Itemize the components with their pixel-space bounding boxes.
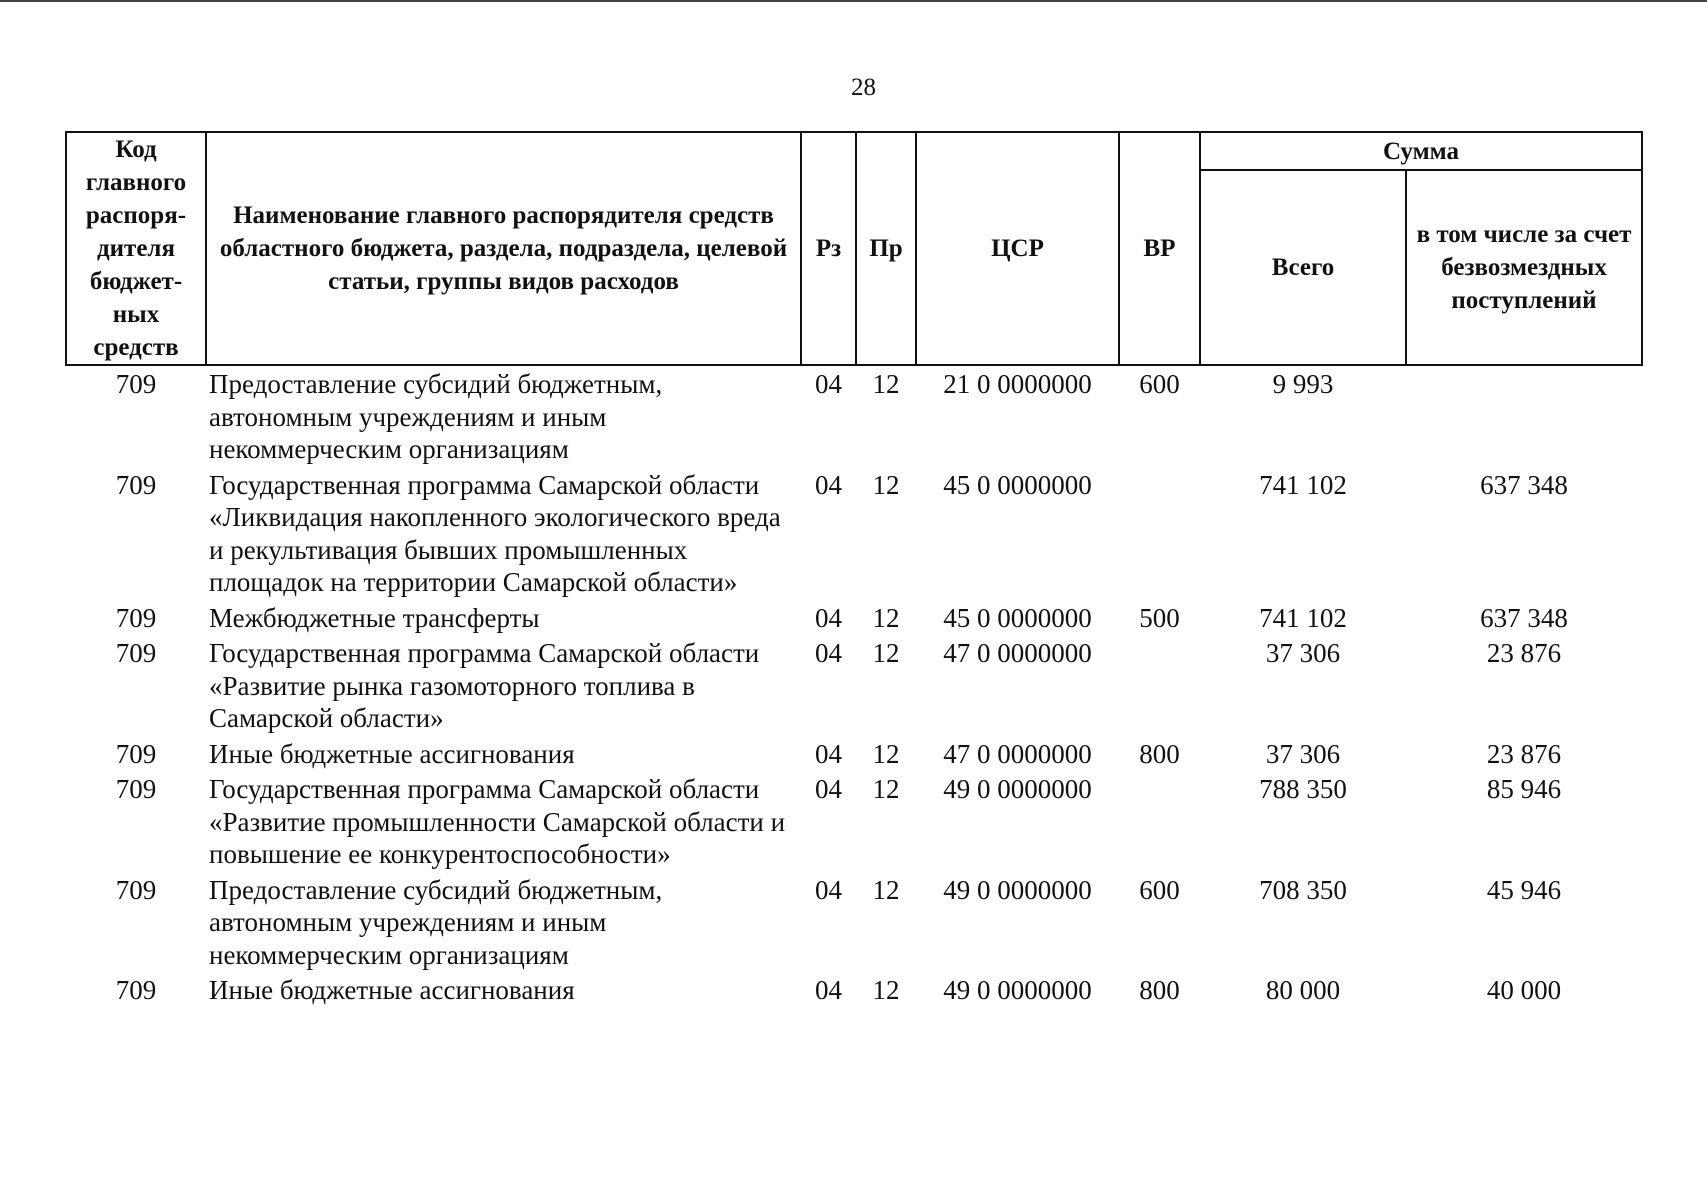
cell-total: 741 102	[1259, 602, 1347, 633]
cell-pr: 12	[872, 638, 900, 668]
table-row	[66, 972, 1642, 1008]
table-row	[66, 365, 1642, 467]
table-row	[66, 771, 1642, 872]
cell-code: 709	[115, 602, 157, 633]
cell-pr: 12	[872, 774, 900, 804]
table-row	[66, 467, 1642, 600]
cell-vr	[1119, 635, 1200, 736]
cell-csr: 49 0 0000000	[943, 975, 1092, 1005]
cell-free-receipts	[1406, 365, 1642, 467]
cell-name: Государственная программа Самарской области «Развитие промышленности Самарской области и повышение ее конкурентоспособности»	[209, 774, 786, 869]
cell-csr: 47 0 0000000	[943, 638, 1092, 668]
table-row	[66, 600, 1642, 636]
cell-free-receipts: 637 348	[1480, 469, 1568, 500]
header-total: Всего	[1200, 170, 1406, 365]
cell-free-receipts: 23 876	[1486, 738, 1562, 769]
header-vr: ВР	[1119, 132, 1200, 365]
cell-total: 788 350	[1259, 774, 1347, 804]
cell-name: Иные бюджетные ассигнования	[209, 738, 575, 769]
page-number: 28	[851, 74, 876, 101]
header-free-receipts: в том числе за счет безвозмездных поступлений	[1406, 170, 1642, 365]
header-name: Наименование главного распорядителя средств областного бюджета, раздела, подраздела, целевой статьи, группы видов расходов	[206, 132, 801, 365]
cell-csr: 45 0 0000000	[943, 602, 1092, 633]
cell-rz: 04	[815, 369, 842, 399]
header-pr: Пр	[856, 132, 916, 365]
cell-total: 80 000	[1265, 975, 1341, 1005]
cell-vr	[1119, 771, 1200, 872]
cell-free-receipts: 45 946	[1486, 874, 1562, 905]
cell-code: 709	[115, 469, 157, 500]
cell-name: Государственная программа Самарской области «Ликвидация накопленного экологического вреда и рекультивация бывших промышленных площадок на территории Самарской области»	[209, 469, 781, 597]
cell-pr: 12	[872, 602, 900, 633]
cell-csr: 21 0 0000000	[943, 369, 1092, 399]
header-csr: ЦСР	[916, 132, 1119, 365]
cell-pr: 12	[872, 369, 900, 399]
cell-rz: 04	[815, 602, 842, 633]
header-rz: Рз	[801, 132, 856, 365]
table-row	[66, 872, 1642, 973]
cell-total: 37 306	[1265, 638, 1341, 668]
cell-pr: 12	[872, 975, 900, 1005]
budget-table	[65, 131, 1643, 1008]
cell-vr	[1119, 467, 1200, 600]
cell-vr: 500	[1139, 602, 1180, 633]
top-rule	[0, 0, 1707, 2]
cell-csr: 49 0 0000000	[943, 874, 1092, 905]
cell-total: 741 102	[1259, 469, 1347, 500]
cell-rz: 04	[815, 469, 842, 500]
cell-vr: 800	[1139, 975, 1180, 1005]
cell-code: 709	[115, 774, 157, 804]
cell-csr: 49 0 0000000	[943, 774, 1092, 804]
cell-rz: 04	[815, 638, 842, 668]
cell-vr: 600	[1139, 369, 1180, 399]
cell-free-receipts: 637 348	[1480, 602, 1568, 633]
cell-code: 709	[115, 738, 157, 769]
cell-free-receipts: 23 876	[1486, 638, 1562, 668]
header-code: Код главного распоря-дителя бюджет-ных средств	[66, 132, 206, 365]
cell-name: Межбюджетные трансферты	[209, 602, 540, 633]
cell-pr: 12	[872, 874, 900, 905]
cell-vr: 800	[1139, 738, 1180, 769]
cell-rz: 04	[815, 874, 842, 905]
cell-name: Предоставление субсидий бюджетным, автономным учреждениям и иным некоммерческим организациям	[209, 874, 663, 970]
cell-csr: 45 0 0000000	[943, 469, 1092, 500]
cell-rz: 04	[815, 738, 842, 769]
cell-pr: 12	[872, 469, 900, 500]
cell-code: 709	[115, 638, 157, 668]
cell-free-receipts: 85 946	[1486, 774, 1562, 804]
table-row	[66, 635, 1642, 736]
cell-name: Предоставление субсидий бюджетным, автономным учреждениям и иным некоммерческим организациям	[209, 369, 663, 464]
cell-code: 709	[115, 369, 157, 399]
cell-name: Государственная программа Самарской области «Развитие рынка газомоторного топлива в Самарской области»	[209, 638, 760, 733]
cell-total: 37 306	[1265, 738, 1341, 769]
cell-total: 708 350	[1259, 874, 1347, 905]
cell-rz: 04	[815, 975, 842, 1005]
header-sum: Сумма	[1200, 132, 1642, 170]
table-row	[66, 736, 1642, 772]
cell-name: Иные бюджетные ассигнования	[209, 975, 575, 1005]
cell-pr: 12	[872, 738, 900, 769]
cell-vr: 600	[1139, 874, 1180, 905]
cell-rz: 04	[815, 774, 842, 804]
cell-total: 9 993	[1272, 369, 1334, 399]
cell-code: 709	[115, 975, 157, 1005]
cell-csr: 47 0 0000000	[943, 738, 1092, 769]
cell-free-receipts: 40 000	[1486, 975, 1562, 1005]
cell-code: 709	[115, 874, 157, 905]
